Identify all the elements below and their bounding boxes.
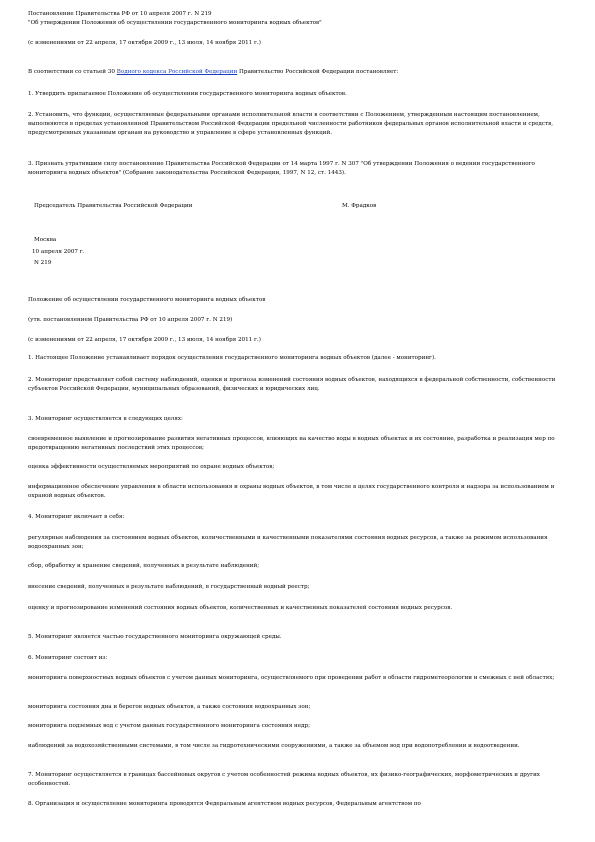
regulation-item: сбор, обработку и хранение сведений, полученных в результате наблюдений; <box>28 563 260 569</box>
regulation-approved-note: (утв. постановлением Правительства РФ от 10 апреля 2007 г. N 219) <box>28 317 233 323</box>
signature-name: М. Фрадков <box>342 203 377 209</box>
preamble-text-after: Правительство Российской Федерации постановляет: <box>237 69 399 75</box>
regulation-item: 6. Мониторинг состоит из: <box>28 655 108 661</box>
decree-item-2: 2. Установить, что функции, осуществляемые федеральными органами исполнительной власти в соответствии с Положением, утвержденным настоящим постановлением, выполняются в пределах установленной Правительством Российской Федерации предельной численности работников федеральных органов исполнительной власти и средств, предусмотренных указанным органам на руководство и управление в сфере установленных функций. <box>28 112 554 136</box>
regulation-item: 5. Мониторинг является частью государственного мониторинга окружающей среды. <box>28 634 282 640</box>
decree-item-1: 1. Утвердить прилагаемое Положение об осуществлении государственного мониторинга водных объектов. <box>28 91 347 97</box>
regulation-item: 7. Мониторинг осуществляется в границах бассейновых округов с учетом особенностей режима водных объектов, их физико-географических, морфометрических и других особенностей. <box>28 772 540 787</box>
decree-item-3: 3. Признать утратившим силу постановление Правительства Российской Федерации от 14 марта 1997 г. N 307 "Об утверждении Положения о ведении государственного мониторинга водных объектов" (Собрание законодательства Российской Федерации, 1997, N 12, ст. 1443). <box>28 161 535 176</box>
regulation-item: своевременное выявление и прогнозирование развития негативных процессов, влияющих на качество воды в водных объектах и их состояние, разработка и реализация мер по предотвращению негативных последствий этих процессов; <box>28 436 555 451</box>
regulation-item: оценка эффективности осуществляемых мероприятий по охране водных объектов; <box>28 464 275 470</box>
regulation-item: мониторинга поверхностных водных объектов с учетом данных мониторинга, осуществляемого при проведении работ в области гидрометеорологии и смежных с ней областях; <box>28 675 555 681</box>
document-title-line-2: "Об утверждении Положения об осуществлении государственного мониторинга водных объектов" <box>28 20 322 26</box>
decree-date: 10 апреля 2007 г. <box>32 249 85 255</box>
preamble <box>28 68 556 77</box>
document-title-line-1: Постановление Правительства РФ от 10 апреля 2007 г. N 219 <box>28 11 212 17</box>
regulation-item: оценку и прогнозирование изменений состояния водных объектов, количественных и качественных показателей состояния водных ресурсов. <box>28 605 453 611</box>
regulation-item: мониторинга состояния дна и берегов водных объектов, а также состояния водоохранных зон; <box>28 704 311 710</box>
decree-number: N 219 <box>34 260 52 266</box>
regulation-item: 4. Мониторинг включает в себя: <box>28 514 125 520</box>
regulation-item: регулярные наблюдения за состоянием водных объектов, количественными и качественными показателями состояния водных ресурсов, а также за режимом использования водоохранных зон; <box>28 535 548 550</box>
regulation-item: 2. Мониторинг представляет собой систему наблюдений, оценки и прогноза изменений состояния водных объектов, находящихся в федеральной собственности, собственности субъектов Российской Федерации, муниципальных образований, физических и юридических лиц. <box>28 377 556 392</box>
regulation-title: Положение об осуществлении государственного мониторинга водных объектов <box>28 297 266 303</box>
regulation-item: мониторинга подземных вод с учетом данных государственного мониторинга состояния недр; <box>28 723 310 729</box>
place-city: Москва <box>34 237 57 243</box>
regulation-item: 1. Настоящее Положение устанавливает порядок осуществления государственного мониторинга водных объектов (далее - мониторинг). <box>28 355 436 361</box>
water-code-link[interactable]: Водного кодекса Российской Федерации <box>116 69 238 75</box>
regulation-amendments-note: (с изменениями от 22 апреля, 17 октября 2009 г., 13 июля, 14 ноября 2011 г.) <box>28 337 261 343</box>
amendments-note: (с изменениями от 22 апреля, 17 октября 2009 г., 13 июля, 14 ноября 2011 г.) <box>28 40 261 46</box>
regulation-item: информационное обеспечение управления в области использования и охраны водных объектов, в том числе в целях государственного контроля и надзора за использованием и охраной водных объектов. <box>28 484 555 499</box>
regulation-item: внесение сведений, полученных в результате наблюдений, в государственный водный реестр; <box>28 584 310 590</box>
regulation-item: наблюдений за водохозяйственными системами, в том числе за гидротехническими сооружениями, а также за объемом вод при водопотреблении и водоотведении. <box>28 743 520 749</box>
regulation-item: 3. Мониторинг осуществляется в следующих целях: <box>28 416 183 422</box>
signature-position: Председатель Правительства Российской Федерации <box>34 203 193 209</box>
preamble-text-before: В соответствии со статьей 30 <box>28 69 117 75</box>
regulation-item: 8. Организация и осуществление мониторинга проводятся Федеральным агентством водных ресурсов, Федеральным агентством по <box>28 801 421 807</box>
